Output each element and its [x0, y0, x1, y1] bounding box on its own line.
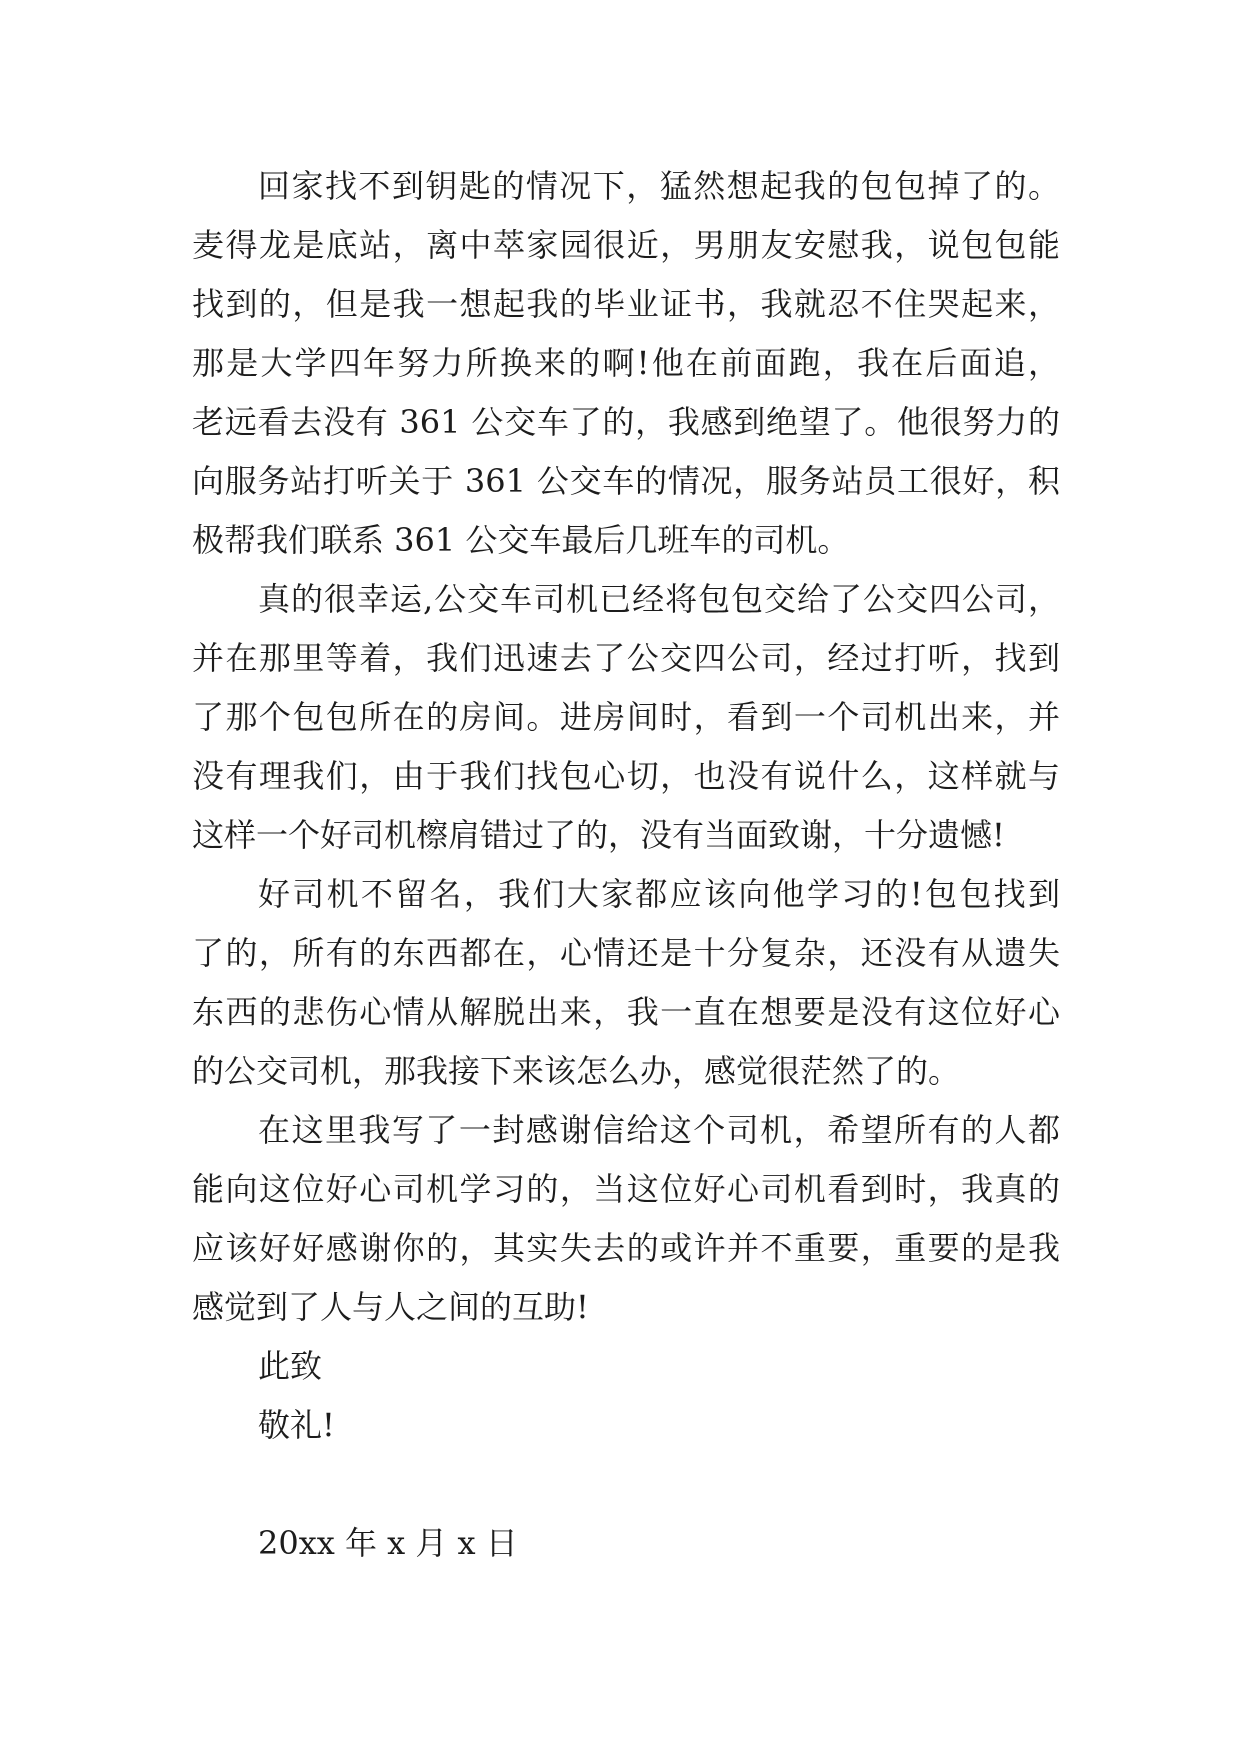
- text-line: 在这里我写了一封感谢信给这个司机，希望所有的人都: [258, 1111, 1060, 1149]
- closing-salutation: 此致: [258, 1347, 323, 1385]
- text-line: 麦得龙是底站，离中萃家园很近，男朋友安慰我，说包包能: [192, 226, 1060, 264]
- text-line: 好司机不留名，我们大家都应该向他学习的!包包找到: [258, 875, 1060, 913]
- text-line: 这样一个好司机檫肩错过了的，没有当面致谢，十分遗憾!: [192, 816, 1005, 854]
- paragraph: [192, 570, 1060, 865]
- text-line: 向服务站打听关于 361 公交车的情况，服务站员工很好，积: [192, 462, 1060, 500]
- text-line: 没有理我们，由于我们找包心切，也没有说什么，这样就与: [192, 757, 1060, 795]
- date-line: 20xx 年 x 月 x 日: [258, 1524, 518, 1562]
- text-line: 找到的，但是我一想起我的毕业证书，我就忍不住哭起来，: [192, 285, 1060, 323]
- text-line: 东西的悲伤心情从解脱出来，我一直在想要是没有这位好心: [192, 993, 1060, 1031]
- text-line: 能向这位好心司机学习的，当这位好心司机看到时，我真的: [192, 1170, 1060, 1208]
- text-line: 极帮我们联系 361 公交车最后几班车的司机。: [192, 521, 850, 559]
- text-line: 回家找不到钥匙的情况下，猛然想起我的包包掉了的。: [258, 167, 1060, 205]
- letter-body: [192, 157, 1060, 1337]
- text-line: 并在那里等着，我们迅速去了公交四公司，经过打听，找到: [192, 639, 1060, 677]
- text-line: 了那个包包所在的房间。进房间时，看到一个司机出来，并: [192, 698, 1060, 736]
- text-line: 应该好好感谢你的，其实失去的或许并不重要，重要的是我: [192, 1229, 1060, 1267]
- letter-text: [192, 157, 1060, 1573]
- text-line: 了的，所有的东西都在，心情还是十分复杂，还没有从遗失: [192, 934, 1060, 972]
- paragraph: [192, 157, 1060, 570]
- text-line: 的公交司机，那我接下来该怎么办，感觉很茫然了的。: [192, 1052, 961, 1090]
- paragraph: [192, 865, 1060, 1101]
- paragraph: [192, 1101, 1060, 1337]
- text-line: 真的很幸运,公交车司机已经将包包交给了公交四公司，: [258, 580, 1060, 618]
- text-line: 老远看去没有 361 公交车了的，我感到绝望了。他很努力的: [192, 403, 1060, 441]
- closing-regards: 敬礼!: [258, 1406, 335, 1444]
- text-line: 那是大学四年努力所换来的啊!他在前面跑，我在后面追，: [192, 344, 1060, 382]
- text-line: 感觉到了人与人之间的互助!: [192, 1288, 589, 1326]
